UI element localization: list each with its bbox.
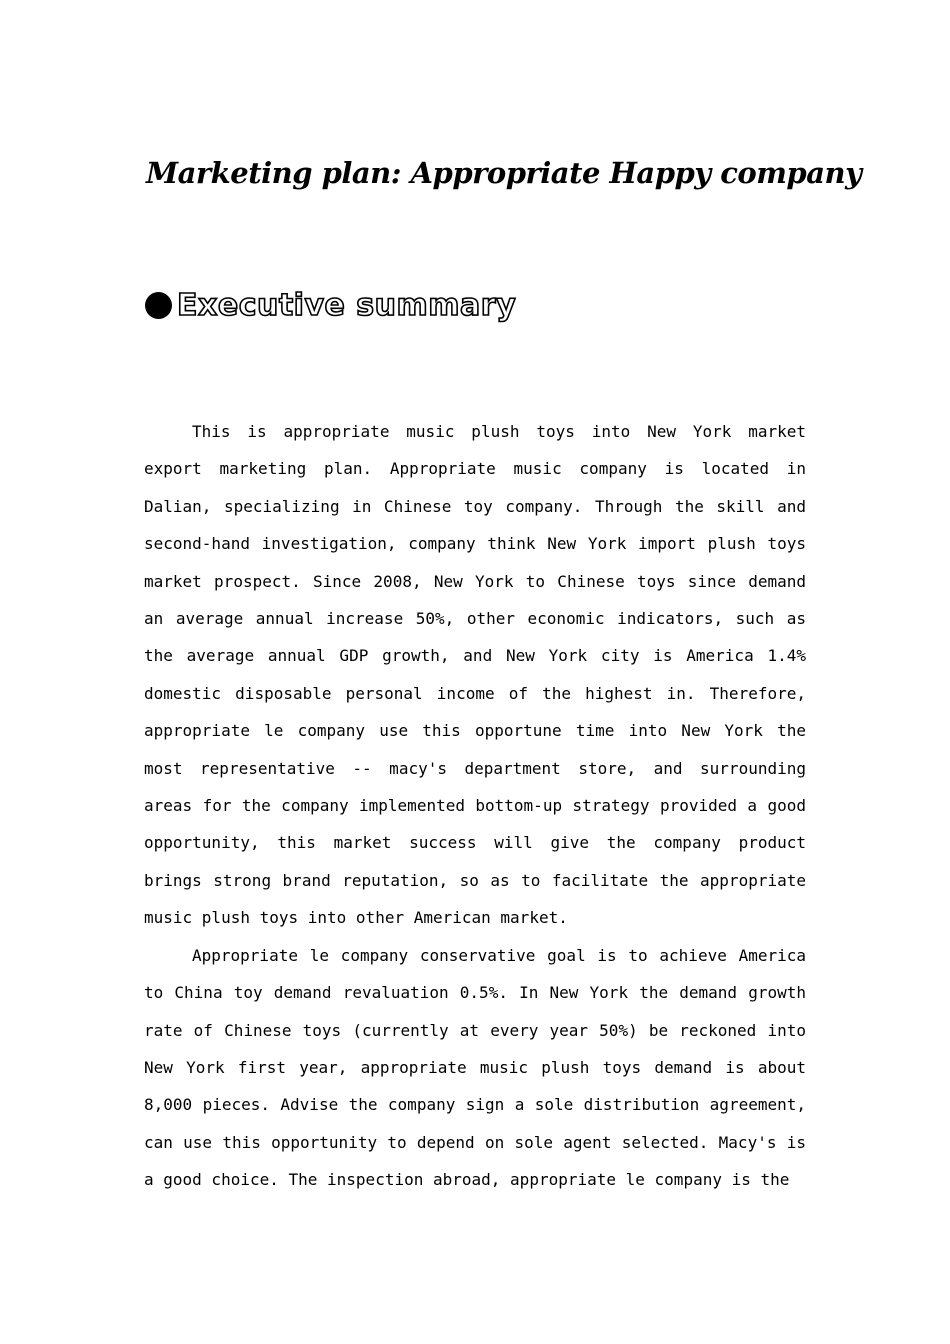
body-text [144,413,806,1199]
section-heading [145,288,516,323]
section-heading-text: Executive summary [177,288,517,323]
bullet-icon [145,292,172,319]
document-title: Marketing plan: Appropriate Happy company [146,156,862,190]
paragraph-1: This is appropriate music plush toys into New York market export marketing plan. Appropriate music company is located in Dalian, specializing in Chinese toy company. Through the skill and second-hand investigation, company think New York import plush toys market prospect. Since 2008, New York to Chinese toys since demand an average annual increase 50%, other economic indicators, such as the average annual GDP growth, and New York city is America 1.4% domestic disposable personal income of the highest in. Therefore, appropriate le company use this opportune time into New York the most representative -- macy's department store, and surrounding areas for the company implemented bottom-up strategy provided a good opportunity, this market success will give the company product brings strong brand reputation, so as to facilitate the appropriate music plush toys into other American market. [144,422,806,928]
paragraph-2: Appropriate le company conservative goal is to achieve America to China toy demand revaluation 0.5%. In New York the demand growth rate of Chinese toys (currently at every year 50%) be reckoned into New York first year, appropriate music plush toys demand is about 8,000 pieces. Advise the company sign a sole distribution agreement, can use this opportunity to depend on sole agent selected. Macy's is a good choice. The inspection abroad, appropriate le company is the [144,945,806,1190]
